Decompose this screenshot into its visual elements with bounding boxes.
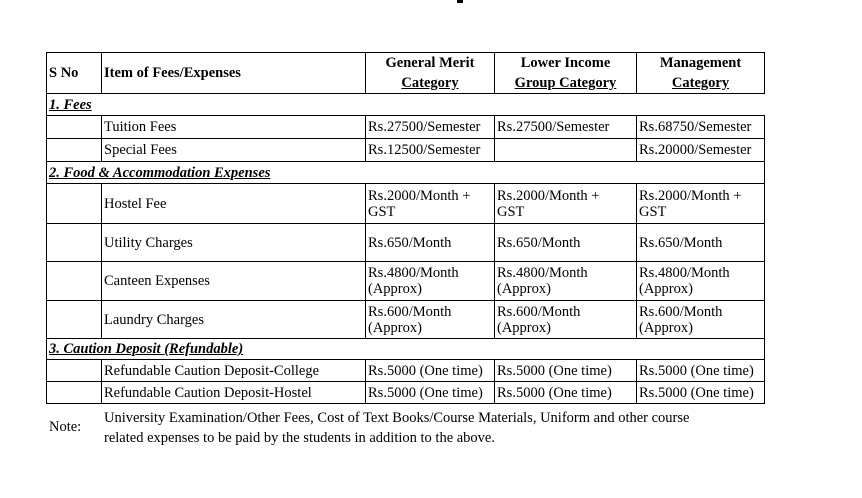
table-row <box>47 184 765 224</box>
header-item: Item of Fees/Expenses <box>102 53 366 94</box>
item-cell: Special Fees <box>102 139 366 162</box>
section-caution-title: 3. Caution Deposit (Refundable) <box>47 339 765 360</box>
value-line: (Approx) <box>368 281 422 297</box>
item-cell: Refundable Caution Deposit-Hostel <box>102 382 366 404</box>
value-line: GST <box>368 203 396 220</box>
section-row-caution <box>47 339 765 360</box>
general-merit-cell: Rs.5000 (One time) <box>366 382 495 404</box>
table-row <box>47 116 765 139</box>
general-merit-cell <box>366 184 495 224</box>
header-general-merit <box>366 53 495 94</box>
value-line: Rs.2000/Month + <box>497 187 600 204</box>
header-management-line2: Category <box>671 75 730 91</box>
note-label: Note: <box>49 419 82 435</box>
header-lower-income <box>495 53 637 94</box>
management-cell <box>637 262 765 301</box>
header-general-merit-line1: General Merit <box>385 55 475 71</box>
lower-income-cell: Rs.650/Month <box>495 224 637 262</box>
lower-income-cell: Rs.5000 (One time) <box>495 360 637 382</box>
item-cell: Utility Charges <box>102 224 366 262</box>
management-cell: Rs.20000/Semester <box>637 139 765 162</box>
value-line: Rs.2000/Month + <box>368 187 471 204</box>
lower-income-cell <box>495 301 637 339</box>
general-merit-cell: Rs.12500/Semester <box>366 139 495 162</box>
management-cell: Rs.650/Month <box>637 224 765 262</box>
table-row <box>47 360 765 382</box>
item-cell: Tuition Fees <box>102 116 366 139</box>
value-line: (Approx) <box>368 319 422 336</box>
value-line: Rs.4800/Month <box>639 265 730 281</box>
table-row <box>47 382 765 404</box>
management-cell: Rs.68750/Semester <box>637 116 765 139</box>
general-merit-cell: Rs.27500/Semester <box>366 116 495 139</box>
section-row-fees <box>47 94 765 116</box>
page-edge-mark <box>457 0 463 3</box>
item-cell: Canteen Expenses <box>102 262 366 301</box>
management-cell: Rs.5000 (One time) <box>637 382 765 404</box>
value-line: (Approx) <box>497 319 551 336</box>
lower-income-cell <box>495 139 637 162</box>
value-line: Rs.4800/Month <box>497 265 588 281</box>
general-merit-cell: Rs.5000 (One time) <box>366 360 495 382</box>
lower-income-cell: Rs.27500/Semester <box>495 116 637 139</box>
item-cell: Hostel Fee <box>102 184 366 224</box>
sno-cell <box>47 301 102 339</box>
management-cell <box>637 301 765 339</box>
value-line: Rs.600/Month <box>639 303 723 320</box>
note-text <box>104 408 804 448</box>
management-cell: Rs.5000 (One time) <box>637 360 765 382</box>
header-lower-income-line2: Group Category <box>514 75 617 91</box>
lower-income-cell: Rs.5000 (One time) <box>495 382 637 404</box>
value-line: Rs.600/Month <box>497 303 581 320</box>
table-row <box>47 301 765 339</box>
note-line-2: related expenses to be paid by the students in addition to the above. <box>104 430 495 446</box>
value-line: (Approx) <box>497 281 551 297</box>
section-row-food <box>47 162 765 184</box>
header-management-line1: Management <box>659 55 742 71</box>
value-line: (Approx) <box>639 319 693 336</box>
fee-structure-table <box>46 52 765 404</box>
header-management <box>637 53 765 94</box>
general-merit-cell <box>366 301 495 339</box>
value-line: (Approx) <box>639 281 693 297</box>
value-line: Rs.2000/Month + <box>639 187 742 204</box>
value-line: GST <box>497 203 525 220</box>
table-row <box>47 139 765 162</box>
sno-cell <box>47 262 102 301</box>
header-row <box>47 53 765 94</box>
sno-cell <box>47 224 102 262</box>
sno-cell <box>47 360 102 382</box>
value-line: GST <box>639 203 667 220</box>
general-merit-cell: Rs.650/Month <box>366 224 495 262</box>
lower-income-cell <box>495 262 637 301</box>
header-sno: S No <box>47 53 102 94</box>
sno-cell <box>47 184 102 224</box>
table-row <box>47 262 765 301</box>
lower-income-cell <box>495 184 637 224</box>
value-line: Rs.4800/Month <box>368 265 459 281</box>
item-cell: Laundry Charges <box>102 301 366 339</box>
header-lower-income-line1: Lower Income <box>520 55 611 71</box>
section-fees-title: 1. Fees <box>47 94 765 116</box>
item-cell: Refundable Caution Deposit-College <box>102 360 366 382</box>
sno-cell <box>47 116 102 139</box>
general-merit-cell <box>366 262 495 301</box>
management-cell <box>637 184 765 224</box>
header-general-merit-line2: Category <box>401 75 459 91</box>
sno-cell <box>47 139 102 162</box>
section-food-title: 2. Food & Accommodation Expenses <box>47 162 765 184</box>
note-line-1: University Examination/Other Fees, Cost of Text Books/Course Materials, Uniform and other course <box>104 410 690 426</box>
value-line: Rs.600/Month <box>368 303 452 320</box>
table-row <box>47 224 765 262</box>
sno-cell <box>47 382 102 404</box>
